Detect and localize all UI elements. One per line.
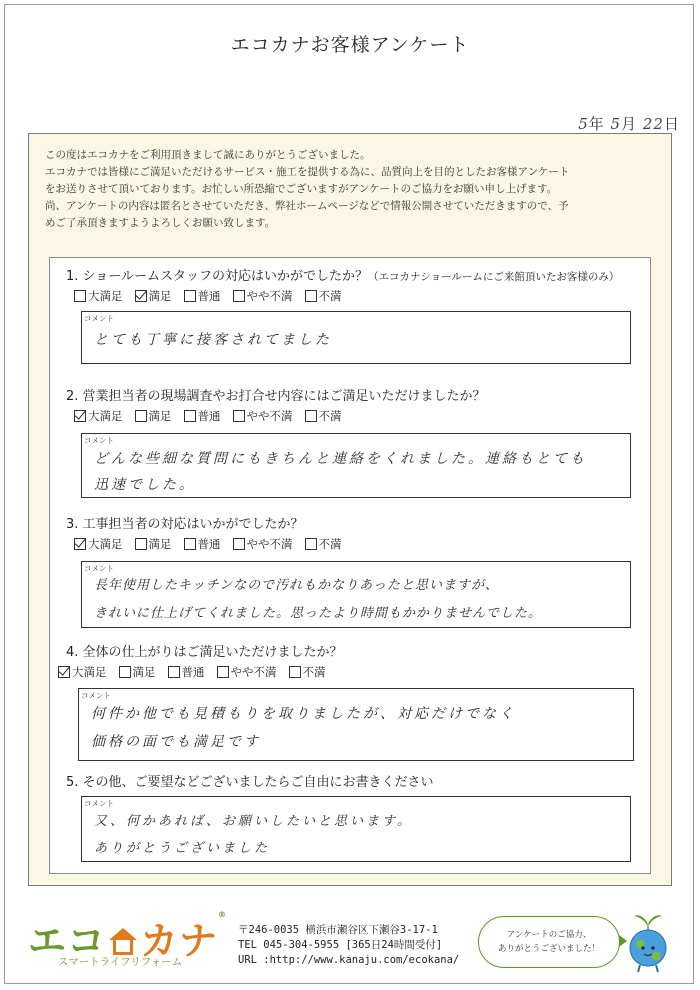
date-day-unit: 日 (663, 115, 680, 133)
option-label: やや不満 (246, 289, 293, 303)
checkbox[interactable] (168, 666, 180, 678)
questionnaire (49, 257, 651, 874)
option-somewhat-dissatisfied[interactable] (233, 536, 293, 552)
comment-box[interactable] (81, 311, 631, 364)
option-label: 不満 (318, 537, 342, 551)
footer (0, 900, 700, 990)
survey-date (578, 113, 680, 134)
comment-label: コメント (84, 799, 114, 808)
option-very-satisfied[interactable] (74, 408, 123, 424)
address-line: 〒246-0035 横浜市瀬谷区下瀬谷3-17-1 (238, 924, 438, 936)
date-year: 5 (578, 115, 589, 133)
survey-panel (28, 133, 672, 886)
comment-line: 価格の面でも満足です (91, 734, 261, 750)
rating-options (74, 408, 354, 424)
option-dissatisfied[interactable] (305, 536, 342, 552)
checkbox[interactable] (119, 666, 131, 678)
earth-mascot-icon (618, 910, 678, 975)
option-average[interactable] (168, 664, 205, 680)
option-label: 不満 (302, 665, 326, 679)
option-label: 大満足 (88, 537, 123, 551)
option-label: 不満 (318, 409, 342, 423)
question-title: 5. その他、ご要望などございましたらご自由にお書きください (66, 775, 434, 790)
option-dissatisfied[interactable] (305, 288, 342, 304)
intro-line: エコカナでは皆様にご満足いただけるサービス・施工を提供する為に、品質向上を目的としたお客様アンケート (45, 166, 570, 178)
comment-line: 何件か他でも見積もりを取りましたが、対応だけでなく (91, 706, 516, 722)
checkbox[interactable] (217, 666, 229, 678)
intro-line: をお送りさせて頂いております。お忙しい所恐縮でございますがアンケートのご協力をお願い申し上げます。 (45, 183, 558, 195)
option-somewhat-dissatisfied[interactable] (233, 408, 293, 424)
option-label: 大満足 (88, 289, 123, 303)
option-label: 普通 (197, 537, 221, 551)
comment-label: コメント (84, 564, 114, 573)
checkbox[interactable] (233, 410, 245, 422)
page-title: エコカナお客様アンケート (230, 34, 470, 56)
checkbox[interactable] (305, 290, 317, 302)
comment-line: 迅速でした。 (94, 477, 196, 493)
checkbox[interactable] (289, 666, 301, 678)
intro-line: 尚、アンケートの内容は匿名とさせていただき、弊社ホームページなどで情報公開させていただきますので、予 (45, 200, 569, 212)
comment-line: とても丁寧に接客されてました (94, 332, 332, 348)
checkbox[interactable] (135, 410, 147, 422)
checkbox[interactable] (74, 410, 86, 422)
option-label: 満足 (148, 289, 172, 303)
comment-box[interactable] (81, 433, 631, 498)
comment-label: コメント (84, 436, 114, 445)
comment-line: 長年使用したキッチンなので汚れもかなりあったと思いますが、 (94, 578, 499, 593)
comment-line: ありがとうございました (94, 841, 271, 856)
option-label: やや不満 (230, 665, 277, 679)
option-average[interactable] (184, 408, 221, 424)
comment-box[interactable] (78, 688, 634, 761)
option-satisfied[interactable] (135, 408, 172, 424)
thanks-bubble (478, 916, 620, 968)
option-somewhat-dissatisfied[interactable] (217, 664, 277, 680)
date-year-unit: 年 (588, 115, 605, 133)
question-title: 1. ショールームスタッフの対応はいかがでしたか？（エコカナショールームにご来館頂いたお客様のみ） (66, 269, 620, 284)
rating-options (74, 536, 354, 552)
option-dissatisfied[interactable] (305, 408, 342, 424)
question-title: 2. 営業担当者の現場調査やお打合せ内容にはご満足いただけましたか？ (66, 389, 486, 404)
company-address (238, 923, 459, 968)
rating-options (58, 664, 338, 680)
checkbox[interactable] (305, 410, 317, 422)
option-very-satisfied[interactable] (58, 664, 107, 680)
comment-label: コメント (81, 691, 111, 700)
url-line: URL :http://www.kanaju.com/ecokana/ (238, 954, 460, 966)
comment-label: コメント (84, 314, 114, 323)
option-label: 満足 (148, 409, 172, 423)
comment-line: 又、何かあれば、お願いしたいと思います。 (94, 814, 413, 829)
date-month: 5 (610, 115, 622, 133)
checkbox[interactable] (233, 290, 245, 302)
date-month-unit: 月 (621, 115, 638, 133)
comment-box[interactable] (81, 561, 631, 628)
rating-options (74, 288, 354, 304)
option-label: 大満足 (88, 409, 123, 423)
option-satisfied[interactable] (135, 288, 172, 304)
logo-tagline: スマートライフリフォーム (58, 956, 183, 968)
option-dissatisfied[interactable] (289, 664, 326, 680)
checkbox[interactable] (184, 538, 196, 550)
checkbox[interactable] (58, 666, 70, 678)
ecokana-logo: エコ カナ® (28, 910, 228, 963)
option-average[interactable] (184, 536, 221, 552)
checkbox[interactable] (74, 290, 86, 302)
option-label: 満足 (132, 665, 156, 679)
date-day: 22 (642, 115, 664, 133)
comment-line: きれいに仕上げてくれました。思ったより時間もかかりませんでした。 (94, 606, 543, 621)
comment-line: どんな些細な質問にもきちんと連絡をくれました。連絡もとても (94, 451, 587, 467)
option-label: 大満足 (72, 665, 107, 679)
intro-line: この度はエコカナをご利用頂きまして誠にありがとうございました。 (45, 149, 371, 161)
checkbox[interactable] (135, 290, 147, 302)
option-somewhat-dissatisfied[interactable] (233, 288, 293, 304)
phone-line: TEL 045-304-5955 [365日24時間受付] (238, 939, 443, 951)
option-very-satisfied[interactable] (74, 288, 123, 304)
checkbox[interactable] (184, 290, 196, 302)
option-label: 普通 (197, 409, 221, 423)
intro-line: めご了承頂きますようよろしくお願い致します。 (45, 217, 276, 229)
intro-text (45, 147, 665, 232)
option-label: 不満 (318, 289, 342, 303)
option-label: 普通 (197, 289, 221, 303)
checkbox[interactable] (233, 538, 245, 550)
option-label: 普通 (181, 665, 205, 679)
bubble-line: ありがとうございました！ (497, 944, 600, 954)
checkbox[interactable] (305, 538, 317, 550)
option-average[interactable] (184, 288, 221, 304)
checkbox[interactable] (74, 538, 86, 550)
option-very-satisfied[interactable] (74, 536, 123, 552)
comment-box[interactable] (81, 796, 631, 862)
option-label: やや不満 (246, 537, 293, 551)
question-title: 4. 全体の仕上がりはご満足いただけましたか？ (66, 645, 343, 660)
option-satisfied[interactable] (135, 536, 172, 552)
checkbox[interactable] (184, 410, 196, 422)
option-satisfied[interactable] (119, 664, 156, 680)
option-label: 満足 (148, 537, 172, 551)
question-title: 3. 工事担当者の対応はいかがでしたか？ (66, 517, 304, 532)
option-label: やや不満 (246, 409, 293, 423)
bubble-line: アンケートのご協力、 (506, 930, 592, 940)
checkbox[interactable] (135, 538, 147, 550)
house-icon (108, 928, 138, 956)
